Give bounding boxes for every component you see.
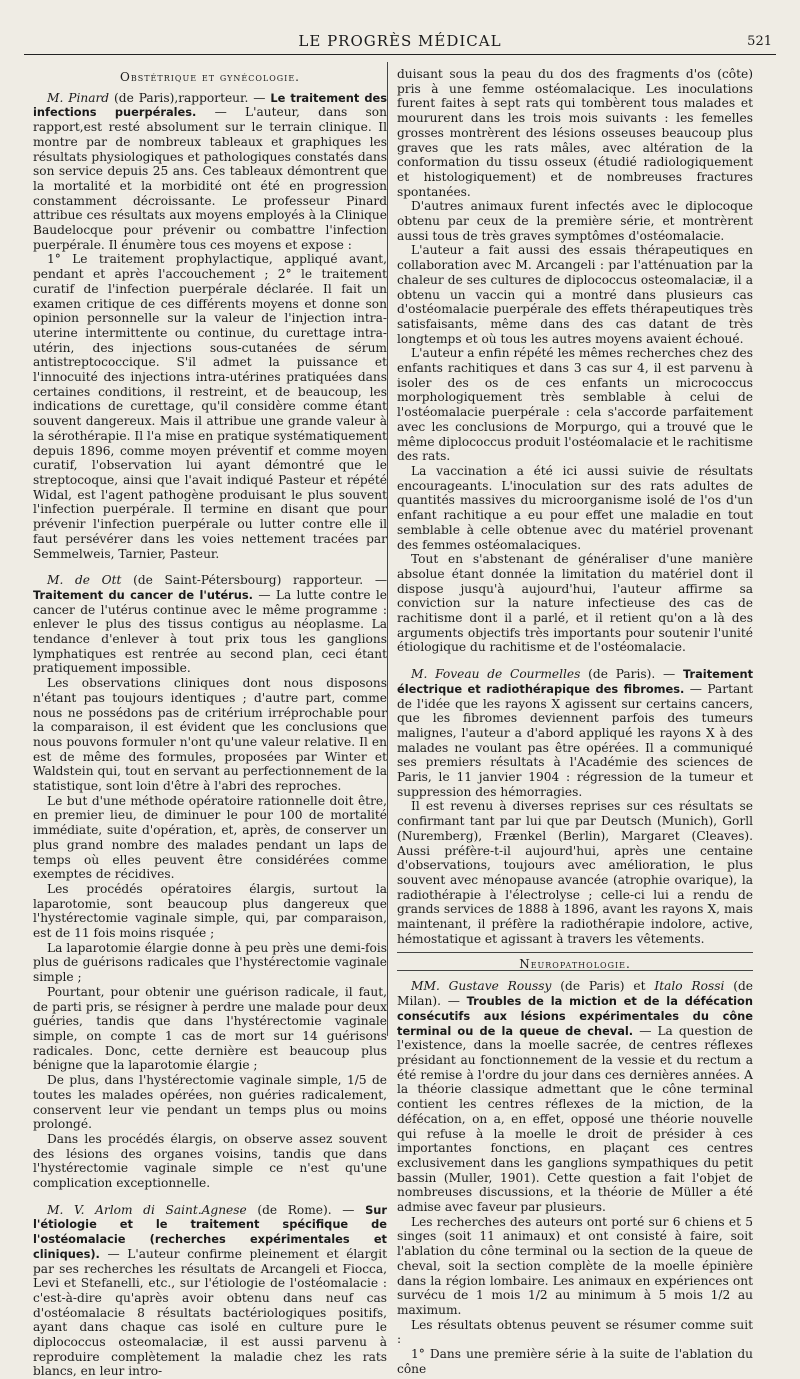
paragraph: Pourtant, pour obtenir une guérison radicale, il faut, de parti pris, se résigner à perdre une malade pour deux guéries, tandis que dans l'hystérectomie vaginale simple, on compte 1 cas de mort sur 14 guérisons radicales. Donc, cette dernière est beaucoup plus bénigne que la laparotomie élargie ; [33,984,387,1073]
author-name-2: Italo Rossi [654,979,725,994]
author-affiliation-2: (de Milan). — [397,979,754,1009]
article-title: Traitement du cancer de l'utérus. [33,587,254,602]
author-name: M. Pinard [47,90,110,105]
paragraph: Dans les procédés élargis, on observe assez souvent des lésions des organes voisins, tandis que dans l'hystérectomie vaginale simple ce n'est qu'une complication exceptionnelle. [33,1131,387,1191]
article-text: — Partant de l'idée que les rayons X agissent sur certains cancers, que les fibromes deviennent parfois des tumeurs malignes, l'auteur a d'abord appliqué les rayons X à des malades ne voulant pas être opérées. Il a communiqué ses premiers résultats à l'Académie des sciences de Paris, le 11 janvier 1904 : régression de la tumeur et suppression des hémorragies. [397,681,753,799]
paragraph: La laparotomie élargie donne à peu près une demi-fois plus de guérisons radicales que l'hystérectomie vaginale simple ; [33,940,387,985]
paragraph: Il est revenu à diverses reprises sur ces résultats se confirmant tant par lui que par Deutsch (Munich), Gorll (Nuremberg), Frænkel (Berlin), Margaret (Cleaves). Aussi préfère-t-il aujourd'hui, après une centaine d'observations, toujours avec amélioration, le plus souvent avec ménopause avancée (atrophie ovarique), la radiothérapie à l'électrolyse ; celle-ci lui a rendu de grands services de 1888 à 1896, avant les rayons X, mais maintenant, il préfère la radiothérapie indolore, active, hémostatique et agissant à travers les vêtements. [397,799,753,946]
author-affiliation: (de Paris),rapporteur. — [114,90,266,105]
paragraph: Tout en s'abstenant de généraliser d'une manière absolue étant donnée la limitation du matériel dont il dispose jusqu'à aujourd'hui, l'auteur affirme sa conviction sur la nature infectieuse des cas de rachitisme dont il a parlé, et il retient qu'on a là des arguments objectifs très importants pour soutenir l'unité étiologique du rachitisme et de l'ostéomalacie. [397,552,753,655]
paragraph: D'autres animaux furent infectés avec le diplocoque obtenu par ceux de la première série, et montrèrent aussi tous de très graves symptômes d'ostéomalacie. [397,199,753,243]
section-heading-obstetrique: Obstétrique et gynécologie. [120,70,300,84]
section-heading-neuropathologie: Neuropathologie. [519,957,631,972]
paragraph: duisant sous la peau du dos des fragments d'os (côte) pris à une femme ostéomalacique. Les inoculations furent faites à sept rats qui tombèrent tous malades et moururent dans les trois mois suivants : les femelles grosses montrèrent des lésions osseuses beaucoup plus graves que les rats mâles, avec altération de la conformation du tissu osseux (étudié radiologiquement et histologiquement) et de nombreuses fractures spontanées. [397,67,753,199]
article-pinard [33,91,387,253]
right-column [397,67,753,1376]
running-header [24,28,776,55]
paragraph: Les procédés opératoires élargis, surtout la laparotomie, sont beaucoup plus dangereux que l'hystérectomie vaginale simple, qui, par comparaison, est de 11 fois moins risquée ; [33,881,387,941]
author-name: MM. Gustave Roussy [411,979,552,994]
article-text: — L'auteur, dans son rapport,est resté absolument sur le terrain clinique. Il montre par de nombreux tableaux et graphiques les résultats physiologiques et pathologiques constatés dans son service depuis 25 ans. Ces tableaux démontrent que la mortalité et la morbidité ont été en progression constamment décroissante. Le professeur Pinard attribue ces résultats aux moyens employés à la Clinique Baudelocque pour prévenir ou combattre l'infection puerpérale. Il énumère tous ces moyens et expose : [33,105,387,252]
paragraph: 1° Le traitement prophylactique, appliqué avant, pendant et après l'accouchement ; 2° le traitement curatif de l'infection puerpérale déclarée. Il fait un examen critique de ces différents moyens et donne son opinion personnelle sur la valeur de l'injection intra-uterine intermittente ou continue, du curettage intra-utérin, des injections sous-cutanées de sérum antistreptococcique. S'il admet la puissance et l'innocuité des injections intra-utérines pratiquées dans certaines conditions, il restreint, et de beaucoup, les indications de curettage, qu'il considère comme étant souvent dangereux. Mais il attribue une grande valeur à la sérothérapie. Il l'a mise en pratique systématiquement depuis 1896, comme moyen préventif et comme moyen curatif, l'observation lui ayant démontré que le streptocoque, ainsi que l'avait indiqué Pasteur et répété Widal, est l'agent pathogène produisant le plus souvent l'infection puerpérale. Il termine en disant que pour prévenir l'infection puerpérale ou lutter contre elle il faut persévérer dans les voies nettement tracées par Semmelweis, Tarnier, Pasteur. [33,252,388,561]
column-divider [387,62,388,1036]
article-roussy [397,979,753,1214]
article-arlom [33,1203,387,1379]
article-text: — La question de l'existence, dans la moelle sacrée, de centres réflexes présidant au fonctionnement de la vessie et du rectum a été remise à l'ordre du jour dans ces dernières années. A la théorie classique admettant que le cône terminal contient les centres réflexes de la miction, de la défécation, on a, en effet, opposé une théorie nouvelle qui refuse à la moelle le droit de présider à ces importantes fonctions, en plaçant ces centres exclusivement dans les ganglions sympathiques du petit bassin (Muller, 1901). Cette question a fait l'objet de nombreuses discussions, et la théorie de Müller a été admise avec faveur par plusieurs. [397,1023,754,1215]
paragraph: Les résultats obtenus peuvent se résumer comme suit : [397,1317,753,1347]
author-name: M. de Ott [47,573,122,588]
section-bar [397,952,753,971]
journal-title: LE PROGRÈS MÉDICAL [298,32,502,50]
article-title: Traitement électrique et radiothérapique des fibromes. [397,667,754,696]
paragraph: La vaccination a été ici aussi suivie de résultats encourageants. L'inoculation sur des rats adultes de quantités massives du microorganisme isolé de l'os d'un enfant rachitique a eu pour effet une maladie en tout semblable à celle obtenue avec du matériel provenant des femmes ostéomalaciques. [397,463,753,552]
article-title: Sur l'étiologie et le traitement spécifique de l'ostéomalacie (recherches expérimentales et cliniques). [33,1202,388,1261]
paragraph: Les observations cliniques dont nous disposons n'étant pas toujours identiques ; d'autre part, comme nous ne possédons pas de critérium irréprochable pour la comparaison, il est évident que les conclusions que nous pouvons formuler n'ont qu'une valeur relative. Il en est de même des formules, proposées par Winter et Waldstein qui, tout en servant au perfectionnement de la statistique, sont loin d'être à l'abri des reproches. [33,676,387,794]
paragraph: Le but d'une méthode opératoire rationnelle doit être, en premier lieu, de diminuer le pour 100 de mortalité immédiate, suite d'opération, et, après, de conserver un plus grand nombre des malades pendant un laps de temps où elles peuvent être considérées comme exemptes de récidives. [33,793,387,882]
article-foveau [397,667,753,799]
paragraph: De plus, dans l'hystérectomie vaginale simple, 1/5 de toutes les malades opérées, non guéries radicalement, conservent leur vie pendant un temps plus ou moins prolongé. [33,1073,387,1132]
article-title: Le traitement des infections puerpérales. [33,90,387,120]
left-column [33,70,387,1379]
author-affiliation: (de Paris) et [560,979,646,994]
paragraph: L'auteur a enfin répété les mêmes recherches chez des enfants rachitiques et dans 3 cas sur 4, il est parvenu à isoler des os de ces enfants un micrococcus morphologiquement très semblable à celui de l'ostéomalacie puerpérale : cela s'accorde parfaitement avec les conclusions de Morpurgo, qui a trouvé que le même diplococcus produit l'ostéomalacie et le rachitisme des rats. [397,346,753,464]
paragraph: Les recherches des auteurs ont porté sur 6 chiens et 5 singes (soit 11 animaux) et ont consisté à faire, soit l'ablation du cône terminal ou la section de la queue de cheval, soit la section complète de la moelle épinière dans la région lombaire. Les animaux en expériences ont survécu de 1 mois 1/2 au minimum à 5 mois 1/2 au maximum. [397,1214,753,1317]
article-text: — L'auteur confirme pleinement et élargit par ses recherches les résultats de Arcangeli et Fiocca, Levi et Stefanelli, etc., sur l'étiologie de l'ostéomalacie : c'est-à-dire qu'après avoir obtenu dans neuf cas d'ostéomalacie 8 résultats bactériologiques positifs, ayant dans chaque cas isolé en culture pure le diplococcus osteomalaciæ, il est aussi parvenu à reproduire complètement la maladie chez les rats blancs, en leur intro- [33,1246,388,1379]
author-affiliation: (de Rome). — [257,1202,355,1217]
author-affiliation: (de Saint-Pétersbourg) rapporteur. — [133,573,388,588]
article-title: Troubles de la miction et de la défécation consécutifs aux lésions expérimentales du cône terminal ou de la queue de cheval. [397,994,753,1038]
author-name: M. Foveau de Courmelles [411,667,581,682]
page-number: 521 [747,34,772,49]
paragraph: L'auteur a fait aussi des essais thérapeutiques en collaboration avec M. Arcangeli : par l'atténuation par la chaleur de ses cultures de diplococcus osteomalaciæ, il a obtenu un vaccin qui a montré dans plusieurs cas d'ostéomalacie puerpérale des effets thérapeutiques très satisfaisants, même dans des cas datant de très longtemps et où tous les autres moyens avaient échoué. [397,243,753,346]
article-text: — La lutte contre le cancer de l'utérus continue avec le même programme : enlever le plus des tissus contigus au néoplasme. La tendance d'enlever à tout prix tous les ganglions lymphatiques est rentrée au second plan, ceci étant pratiquement impossible. [33,587,388,676]
author-name: M. V. Arlom di Saint.Agnese [47,1202,247,1217]
article-ott [33,573,387,676]
author-affiliation: (de Paris). — [588,667,676,682]
paragraph: 1° Dans une première série à la suite de l'ablation du cône [397,1347,753,1376]
